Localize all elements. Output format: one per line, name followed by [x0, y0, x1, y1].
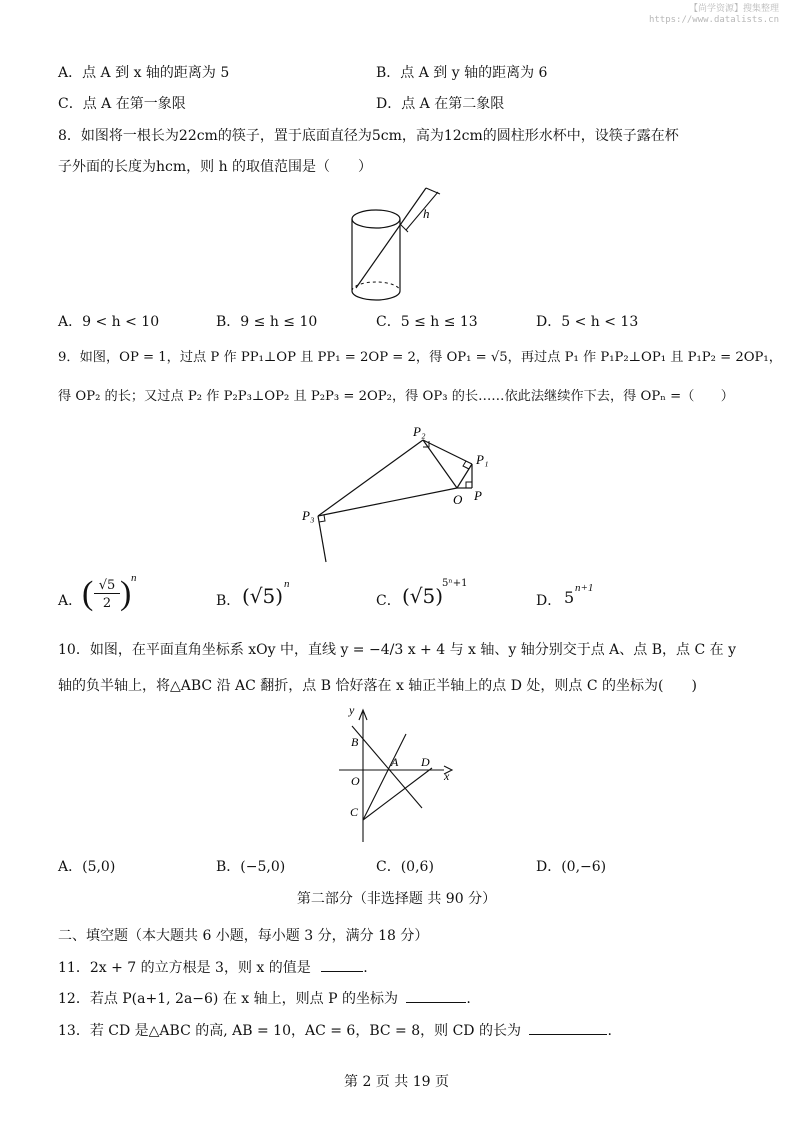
q9-option-d-prefix: D． [536, 593, 562, 609]
q8-option-d: D．5 < h < 13 [536, 314, 639, 330]
segment-p2p3 [318, 440, 423, 516]
page-footer: 第 2 页 共 19 页 [344, 1074, 449, 1090]
q12 [58, 988, 471, 1009]
q10-option-a: A．(5,0) [58, 859, 116, 875]
label-c: C [350, 805, 359, 819]
q7-option-d: D．点 A 在第二象限 [376, 96, 505, 112]
q9-stem-line1: 9．如图，OP = 1，过点 P 作 PP₁⊥OP 且 PP₁ = 2OP = 2，得 OP₁ = √5，再过点 P₁ 作 P₁P₂⊥OP₁ 且 P₁P₂ = 2OP₁， [58, 350, 782, 365]
q10-option-c: C．(0,6) [376, 859, 434, 875]
q8-option-c: C．5 ≤ h ≤ 13 [376, 314, 478, 330]
q9-option-a-numerator: √5 [94, 578, 120, 594]
label-a: A [391, 755, 399, 769]
label-p: P [474, 488, 482, 503]
line-cd [363, 768, 432, 820]
part2-title: 第二部分（非选择题 共 90 分） [296, 891, 497, 907]
q13-answer-blank[interactable] [529, 1020, 607, 1035]
right-angle-p [466, 482, 472, 488]
label-p1: P₁ [476, 452, 489, 467]
label-b: B [351, 735, 359, 749]
q10-coordinate-figure [336, 700, 460, 848]
watermark-line2: https://www.datalists.cn [648, 15, 779, 25]
q9-option-c-exponent: 5ⁿ+1 [442, 578, 468, 589]
q9-option-b-prefix: B． [216, 593, 241, 609]
cup-top-ellipse [352, 210, 400, 228]
h-dimension-tick2 [426, 188, 440, 194]
q12-answer-blank[interactable] [406, 988, 466, 1003]
q9-option-c-prefix: C． [376, 593, 401, 609]
q9-option-a-paren-right: ) [120, 575, 132, 612]
q9-option-d-exponent: n+1 [575, 582, 594, 594]
watermark-line1: 【尚学资源】搜集整理 [688, 4, 779, 14]
label-d: D [421, 755, 430, 769]
q11-text: 11．2x + 7 的立方根是 3，则 x 的值是 [58, 960, 311, 976]
q13-end: . [607, 1023, 612, 1039]
segment-p3p4 [318, 516, 326, 562]
q8-option-b: B．9 ≤ h ≤ 10 [216, 314, 318, 330]
watermark [649, 4, 779, 26]
q8-option-a: A．9 < h < 10 [58, 314, 160, 330]
q11 [58, 957, 368, 978]
q12-text: 12．若点 P(a+1, 2a−6) 在 x 轴上，则点 P 的坐标为 [58, 991, 398, 1007]
label-o: O [453, 492, 463, 507]
q10-stem-line2: 轴的负半轴上，将△ABC 沿 AC 翻折，点 B 恰好落在 x 轴正半轴上的点 D 处，则点 C 的坐标为( ) [58, 678, 697, 694]
q7-option-a: A．点 A 到 x 轴的距离为 5 [58, 65, 230, 81]
q10-option-b: B．(−5,0) [216, 859, 286, 875]
h-label: h [423, 206, 430, 221]
segment-op3 [318, 488, 457, 516]
chopstick [356, 188, 426, 288]
q9-option-a-exponent: n [131, 572, 137, 584]
q13 [58, 1020, 612, 1041]
q11-answer-blank[interactable] [321, 957, 363, 972]
q9-option-a-paren-left: ( [82, 575, 94, 612]
section2-heading: 二、填空题（本大题共 6 小题，每小题 3 分，满分 18 分） [58, 928, 429, 944]
q9-option-b-base: (√5) [242, 584, 284, 608]
h-dimension-line [406, 192, 438, 230]
q10-stem-line1: 10．如图，在平面直角坐标系 xOy 中，直线 y = −4/3 x + 4 与 x 轴、y 轴分别交于点 A、点 B，点 C 在 y [58, 642, 737, 658]
q9-option-d-base: 5 [564, 588, 575, 607]
q9-option-c-base: (√5) [402, 584, 444, 608]
label-p3: P₃ [302, 508, 315, 523]
q9-option-a-prefix: A． [58, 593, 83, 609]
q8-cup-figure [340, 180, 450, 310]
q12-end: . [466, 991, 471, 1007]
segment-p1p2 [423, 440, 472, 464]
q8-stem-line2: 子外面的长度为hcm，则 h 的取值范围是（ ） [58, 159, 373, 175]
q7-option-c: C．点 A 在第一象限 [58, 96, 186, 112]
label-y: y [349, 703, 355, 717]
q9-option-a-denominator: 2 [102, 596, 112, 611]
segment-op1 [457, 464, 472, 488]
h-dimension-tick1 [400, 224, 408, 232]
q13-text: 13．若 CD 是△ABC 的高, AB = 10，AC = 6，BC = 8，则 CD 的长为 [58, 1023, 521, 1039]
q9-stem-line2: 得 OP₂ 的长；又过点 P₂ 作 P₂P₃⊥OP₂ 且 P₂P₃ = 2OP₂，得 OP₃ 的长……依此法继续作下去，得 OPₙ =（ ） [58, 389, 734, 404]
q9-spiral-figure [300, 420, 500, 570]
q8-stem-line1: 8．如图将一根长为22cm的筷子，置于底面直径为5cm，高为12cm的圆柱形水杯中，设筷子露在杯 [58, 128, 679, 144]
label-x: x [444, 769, 450, 783]
label-o: O [351, 774, 360, 788]
q10-option-d: D．(0,−6) [536, 859, 607, 875]
q7-option-b: B．点 A 到 y 轴的距离为 6 [376, 65, 548, 81]
q9-option-b-exponent: n [284, 578, 290, 590]
cup-bottom-front [352, 291, 400, 300]
label-p2: P₂ [413, 424, 426, 439]
q11-end: . [363, 960, 368, 976]
